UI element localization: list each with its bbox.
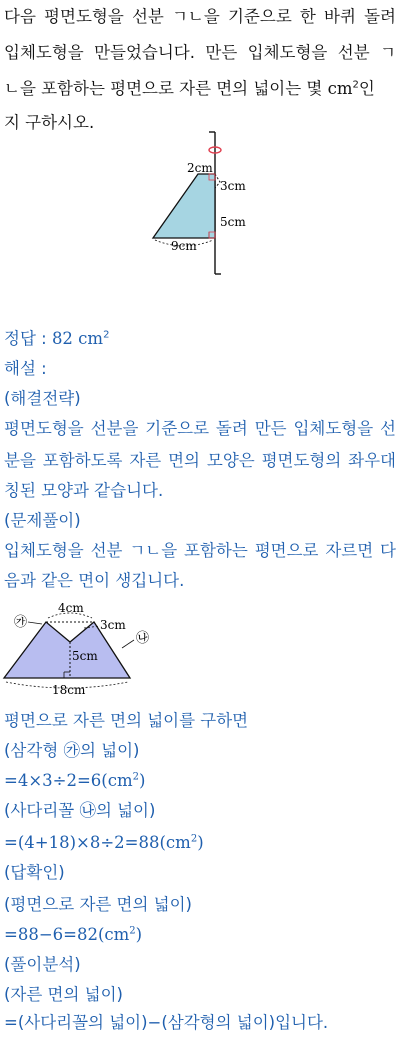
shape-quadrilateral bbox=[153, 174, 215, 238]
question-line-4: 지 구하시오. bbox=[4, 113, 95, 132]
strategy-title: (해결전략) bbox=[4, 389, 81, 408]
area-equation: $=88-6=82(cm^2)$ bbox=[4, 925, 143, 944]
question-line-2: 입체도형을 만들었습니다. 만든 입체도형을 선분 ㄱ bbox=[4, 43, 396, 62]
question-line-1: 다음 평면도형을 선분 ㄱㄴ을 기준으로 한 바퀴 돌려 bbox=[4, 7, 396, 26]
tri-equation: $=4\times 3\div 2=6(cm^2)$ bbox=[4, 771, 146, 790]
solve-line-1: 입체도형을 선분 ㄱㄴ을 포함하는 평면으로 자르면 다 bbox=[4, 541, 396, 560]
trap-equation: $=(4+18)\times 8\div 2=88(cm^2)$ bbox=[4, 833, 204, 852]
strategy-line-3: 칭된 모양과 같습니다. bbox=[4, 481, 164, 500]
strategy-line-2: 분을 포함하도록 자른 면의 모양은 평면도형의 좌우대 bbox=[4, 451, 396, 470]
label-top-len-2: 4cm bbox=[58, 601, 84, 615]
label-ga: ㉮ bbox=[14, 615, 28, 630]
question-line-3: ㄴ을 포함하는 평면으로 자른 면의 넓이는 몇 $cm^2$인 bbox=[4, 79, 375, 98]
calc-intro: 평면으로 자른 면의 넓이를 구하면 bbox=[4, 711, 249, 730]
label-right-top: 3cm bbox=[220, 179, 246, 193]
trap-title: (사다리꼴 ㉯의 넓이) bbox=[4, 801, 156, 820]
area-title: (평면으로 자른 면의 넓이) bbox=[4, 895, 192, 914]
label-bottom-len-2: 18cm bbox=[52, 683, 86, 697]
answer-line: 정답 : 82 $cm^2$ bbox=[4, 329, 110, 348]
solve-line-2: 음과 같은 면이 생깁니다. bbox=[4, 571, 185, 590]
label-right-len: 5cm bbox=[220, 215, 246, 229]
figure-rotation-shape bbox=[140, 128, 260, 280]
label-bottom-len: 9cm bbox=[171, 239, 197, 253]
label-height-len-2: 5cm bbox=[72, 649, 98, 663]
explain-heading: 해설 : bbox=[4, 359, 47, 378]
label-side-len-2: 3cm bbox=[100, 618, 126, 632]
tri-title: (삼각형 ㉮의 넓이) bbox=[4, 741, 140, 760]
analysis-title: (풀이분석) bbox=[4, 955, 81, 974]
cut-title: (자른 면의 넓이) bbox=[4, 985, 123, 1004]
figure-cut-section bbox=[0, 598, 160, 698]
solve-title: (문제풀이) bbox=[4, 511, 81, 530]
strategy-line-1: 평면도형을 선분을 기준으로 돌려 만든 입체도형을 선 bbox=[4, 419, 396, 438]
cut-equation: =(사다리꼴의 넓이)−(삼각형의 넓이)입니다. bbox=[4, 1013, 329, 1032]
label-na: ㉯ bbox=[136, 631, 150, 646]
check-title: (답확인) bbox=[4, 863, 65, 882]
label-top-len: 2cm bbox=[187, 161, 213, 175]
